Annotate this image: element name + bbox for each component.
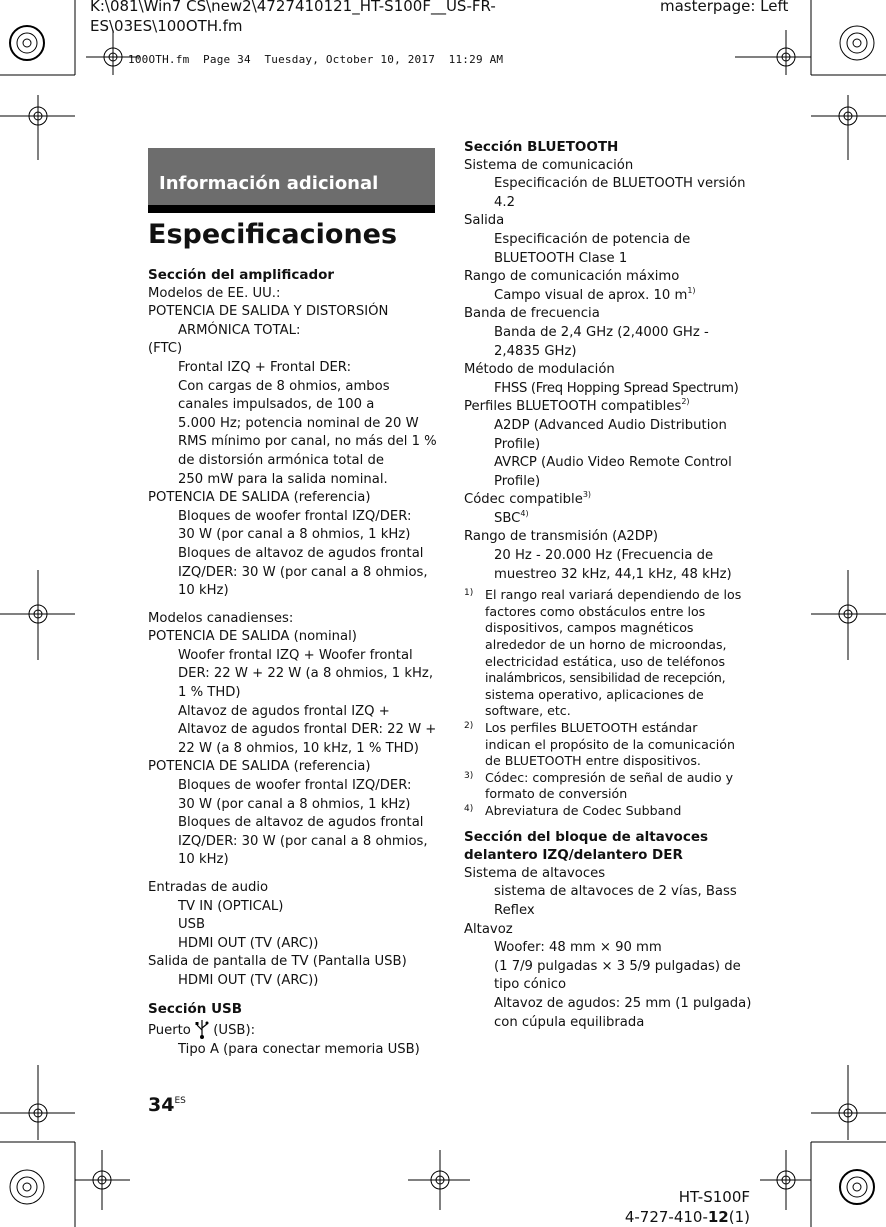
spec-line: con cúpula equilibrada bbox=[494, 1014, 645, 1030]
file-info: 100OTH.fm Page 34 Tuesday, October 10, 2017 11:29 AM bbox=[128, 53, 504, 66]
spec-line: (1 7/9 pulgadas × 3 5/9 pulgadas) de bbox=[494, 958, 741, 974]
spec-line: 10 kHz) bbox=[178, 852, 229, 868]
left-column bbox=[148, 266, 438, 1059]
footnote-line: de BLUETOOTH entre dispositivos. bbox=[485, 753, 701, 769]
spec-line: muestreo 32 kHz, 44,1 kHz, 48 kHz) bbox=[494, 566, 732, 582]
ref-power-label: POTENCIA DE SALIDA (referencia) bbox=[148, 759, 371, 775]
spec-label: Sistema de altavoces bbox=[464, 865, 606, 881]
footnote-line: Abreviatura de Codec Subband bbox=[485, 802, 682, 818]
color-target-mark bbox=[10, 1170, 44, 1204]
footnote-label: 4) bbox=[464, 803, 474, 814]
registration-mark bbox=[811, 95, 886, 160]
spec-line: 22 W (a 8 ohmios, 10 kHz, 1 % THD) bbox=[178, 740, 419, 756]
footnote bbox=[464, 770, 754, 803]
spec-line: Woofer frontal IZQ + Woofer frontal bbox=[178, 647, 413, 663]
spec-line: Banda de 2,4 GHz (2,4000 GHz - bbox=[494, 324, 709, 340]
section-banner bbox=[148, 148, 435, 205]
footnote-line: formato de conversión bbox=[485, 786, 628, 802]
page-number-value: 34 bbox=[148, 1094, 175, 1116]
spec-label bbox=[464, 491, 754, 510]
footnote-ref: 4) bbox=[520, 508, 529, 518]
spec-label: Método de modulación bbox=[464, 362, 615, 378]
footnote-ref: 1) bbox=[687, 285, 696, 295]
usb-heading: Sección USB bbox=[148, 1000, 243, 1017]
registration-mark bbox=[86, 30, 140, 75]
color-target-mark bbox=[840, 1170, 874, 1204]
power-thd-label: POTENCIA DE SALIDA Y DISTORSIÓN bbox=[148, 304, 389, 320]
spec-label: Rango de comunicación máximo bbox=[464, 269, 680, 285]
registration-mark bbox=[0, 570, 75, 660]
spec-line: A2DP (Advanced Audio Distribution bbox=[494, 417, 727, 433]
footnote-line: electricidad estática, uso de teléfonos bbox=[485, 653, 726, 669]
registration-mark bbox=[0, 95, 75, 160]
spec-line: Woofer: 48 mm × 90 mm bbox=[494, 940, 662, 956]
spec-label: Rango de transmisión (A2DP) bbox=[464, 529, 658, 545]
ref-power-label: POTENCIA DE SALIDA (referencia) bbox=[148, 490, 371, 506]
model-info bbox=[625, 1187, 750, 1227]
spec-line: BLUETOOTH Clase 1 bbox=[494, 250, 628, 266]
ftc-label: (FTC) bbox=[148, 341, 183, 357]
registration-mark bbox=[75, 1150, 130, 1210]
file-path-line2: ES\03ES\100OTH.fm bbox=[90, 17, 243, 35]
spec-line: Bloques de altavoz de agudos frontal bbox=[178, 545, 424, 561]
spec-line bbox=[464, 510, 754, 529]
footnote bbox=[464, 720, 754, 770]
spec-line: Frontal IZQ + Frontal DER: bbox=[178, 359, 352, 375]
usb-port-label: Puerto bbox=[148, 1023, 191, 1039]
footnote-line: alrededor de un horno de microondas, bbox=[485, 637, 727, 653]
usb-port-line bbox=[148, 1018, 438, 1041]
spec-label: Sistema de comunicación bbox=[464, 157, 634, 173]
spec-line: Especificación de BLUETOOTH versión bbox=[494, 176, 746, 192]
banner-rule bbox=[148, 205, 435, 213]
color-target-mark bbox=[10, 26, 44, 60]
spec-line: IZQ/DER: 30 W (por canal a 8 ohmios, bbox=[178, 564, 428, 580]
footnote-ref: 2) bbox=[681, 397, 690, 407]
page-title: Especificaciones bbox=[148, 219, 398, 250]
footnote bbox=[464, 803, 754, 820]
spec-line: tipo cónico bbox=[494, 977, 567, 993]
page-number bbox=[148, 1094, 186, 1116]
spec-line: Profile) bbox=[494, 473, 541, 489]
spec-line: Bloques de altavoz de agudos frontal bbox=[178, 815, 424, 831]
spec-label bbox=[464, 398, 754, 417]
spec-line: 4.2 bbox=[494, 194, 515, 210]
part-number-page: 12 bbox=[707, 1208, 729, 1226]
spec-line: TV IN (OPTICAL) bbox=[178, 898, 284, 914]
footnote-line: Los perfiles BLUETOOTH estándar bbox=[485, 720, 698, 735]
usb-icon bbox=[195, 1018, 209, 1040]
footnote-line: indican el propósito de la comunicación bbox=[485, 736, 735, 752]
speaker-heading-cont: delantero IZQ/delantero DER bbox=[464, 847, 683, 864]
usb-port-suffix: (USB): bbox=[213, 1023, 256, 1039]
footnote-line: dispositivos, campos magnéticos bbox=[485, 620, 694, 636]
spec-label: Salida bbox=[464, 213, 505, 229]
registration-mark bbox=[735, 30, 811, 75]
masterpage-label: masterpage: Left bbox=[660, 0, 789, 15]
footnote-line: Códec: compresión de señal de audio y bbox=[485, 769, 734, 785]
footnote-line: factores como obstáculos entre los bbox=[485, 603, 706, 619]
spec-line: sistema de altavoces de 2 vías, Bass bbox=[494, 884, 737, 900]
part-number-suffix: (1) bbox=[728, 1208, 750, 1226]
spec-line: 10 kHz) bbox=[178, 583, 229, 599]
footnote-label: 2) bbox=[464, 721, 474, 731]
registration-mark bbox=[0, 1065, 75, 1140]
spec-line: HDMI OUT (TV (ARC)) bbox=[178, 972, 319, 988]
spec-line: USB bbox=[178, 917, 206, 933]
spec-label-text: Códec compatible bbox=[464, 492, 583, 508]
spec-label: Banda de frecuencia bbox=[464, 306, 600, 322]
footnote bbox=[464, 587, 754, 720]
registration-mark bbox=[408, 1150, 470, 1210]
spec-line: Con cargas de 8 ohmios, ambos bbox=[178, 378, 390, 394]
section-banner-label: Información adicional bbox=[159, 173, 379, 194]
spec-line: Profile) bbox=[494, 436, 541, 452]
spec-line: Bloques de woofer frontal IZQ/DER: bbox=[178, 778, 412, 794]
part-number bbox=[625, 1207, 750, 1227]
model-name: HT-S100F bbox=[678, 1188, 750, 1206]
spec-line: canales impulsados, de 100 a bbox=[178, 397, 375, 413]
spec-line: 5.000 Hz; potencia nominal de 20 W bbox=[178, 415, 419, 431]
spec-line: 30 W (por canal a 8 ohmios, 1 kHz) bbox=[178, 796, 411, 812]
spec-line: 20 Hz - 20.000 Hz (Frecuencia de bbox=[494, 548, 714, 564]
spec-line: RMS mínimo por canal, no más del 1 % bbox=[178, 434, 437, 450]
spec-label-text: Perfiles BLUETOOTH compatibles bbox=[464, 399, 682, 415]
spec-line bbox=[464, 287, 754, 306]
footnote-line: sistema operativo, aplicaciones de bbox=[485, 686, 704, 702]
registration-mark bbox=[811, 570, 886, 660]
amp-heading: Sección del amplificador bbox=[148, 267, 335, 283]
right-column bbox=[464, 138, 754, 1032]
spec-line: IZQ/DER: 30 W (por canal a 8 ohmios, bbox=[178, 833, 428, 849]
spec-line: Altavoz de agudos: 25 mm (1 pulgada) bbox=[494, 995, 752, 1011]
spec-line: de distorsión armónica total de bbox=[178, 452, 384, 468]
spec-line: Altavoz de agudos frontal DER: 22 W + bbox=[178, 722, 437, 738]
spec-line-text: SBC bbox=[494, 510, 521, 526]
footnote-line: inalámbricos, sensibilidad de recepción, bbox=[485, 670, 726, 686]
nominal-power-label: POTENCIA DE SALIDA (nominal) bbox=[148, 629, 357, 645]
spec-line-text: Campo visual de aprox. 10 m bbox=[494, 287, 688, 303]
registration-mark bbox=[760, 1150, 811, 1210]
spec-line: FHSS (Freq Hopping Spread Spectrum) bbox=[494, 380, 739, 396]
spec-line: 30 W (por canal a 8 ohmios, 1 kHz) bbox=[178, 527, 411, 543]
spec-line: 2,4835 GHz) bbox=[494, 343, 577, 359]
file-path-line1: K:\081\Win7 CS\new2\4727410121_HT-S100F__US-FR- bbox=[90, 0, 496, 15]
footnote-line: software, etc. bbox=[485, 703, 571, 719]
tv-output-label: Salida de pantalla de TV (Pantalla USB) bbox=[148, 954, 407, 970]
spec-line: HDMI OUT (TV (ARC)) bbox=[178, 935, 319, 951]
color-target-mark bbox=[840, 26, 874, 60]
us-models: Modelos de EE. UU.: bbox=[148, 285, 281, 301]
registration-mark bbox=[811, 1065, 886, 1140]
ca-models: Modelos canadienses: bbox=[148, 610, 294, 626]
spec-line: Bloques de woofer frontal IZQ/DER: bbox=[178, 508, 412, 524]
spec-line: Reflex bbox=[494, 902, 535, 918]
spec-line: 250 mW para la salida nominal. bbox=[178, 471, 388, 487]
bluetooth-heading: Sección BLUETOOTH bbox=[464, 139, 619, 155]
spec-line: DER: 22 W + 22 W (a 8 ohmios, 1 kHz, bbox=[178, 666, 434, 682]
page-number-lang: ES bbox=[174, 1096, 186, 1106]
part-number-prefix: 4-727-410- bbox=[624, 1208, 708, 1226]
spec-line: Tipo A (para conectar memoria USB) bbox=[178, 1041, 420, 1057]
spec-line: Especificación de potencia de bbox=[494, 231, 691, 247]
spec-label: Altavoz bbox=[464, 921, 513, 937]
spec-line: AVRCP (Audio Video Remote Control bbox=[494, 455, 732, 471]
footnote-ref: 3) bbox=[582, 490, 592, 500]
spec-line: Altavoz de agudos frontal IZQ + bbox=[178, 703, 390, 719]
spec-line: 1 % THD) bbox=[178, 685, 241, 701]
footnote-line: El rango real variará dependiendo de los bbox=[485, 587, 742, 603]
audio-inputs-label: Entradas de audio bbox=[148, 880, 269, 895]
footnote-label: 3) bbox=[464, 770, 474, 781]
footnote-label: 1) bbox=[464, 588, 474, 599]
power-thd-label-cont: ARMÓNICA TOTAL: bbox=[178, 322, 301, 338]
speaker-heading: Sección del bloque de altavoces bbox=[464, 828, 709, 845]
